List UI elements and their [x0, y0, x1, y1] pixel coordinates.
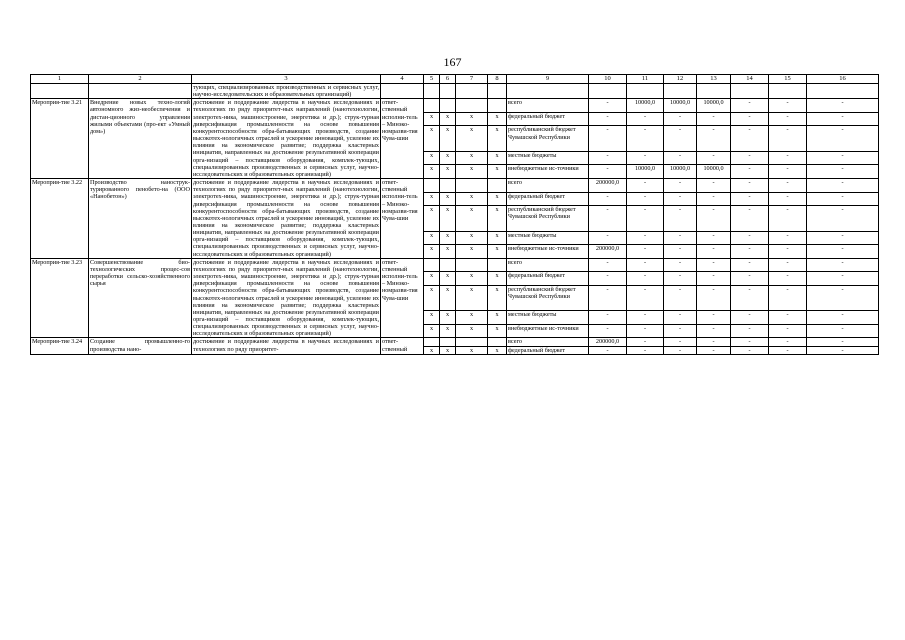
amount-cell: - [697, 112, 731, 126]
amount-cell: - [731, 192, 769, 206]
amount-cell: - [589, 324, 627, 338]
amount-cell: - [807, 99, 879, 113]
amount-cell: - [664, 245, 697, 259]
flag-cell: x [440, 311, 456, 325]
event-executor: ответ-ственный исполни-тель – Минэко-номразви-тия Чува-шии [381, 99, 424, 179]
amount-cell: - [769, 272, 807, 286]
amount-cell: 200000,0 [589, 179, 627, 193]
flag-cell [456, 99, 488, 113]
amount-cell: - [627, 112, 664, 126]
amount-cell: 10000,0 [697, 165, 731, 179]
amount-cell: - [769, 258, 807, 272]
budget-table [30, 74, 879, 355]
event-name: Создание промышленно-го производства нано- [90, 338, 190, 353]
flag-cell [488, 179, 507, 193]
flag-cell: x [440, 324, 456, 338]
amount-cell: - [807, 346, 879, 354]
flag-cell: x [440, 206, 456, 231]
flag-cell: x [440, 165, 456, 179]
amount-cell: - [731, 245, 769, 259]
amount-cell: - [697, 338, 731, 346]
amount-cell: - [664, 311, 697, 325]
event-executor: ответ-ственный исполни-тель – Минэко-номразви-тия Чува-шии [381, 179, 424, 259]
amount-cell: - [697, 192, 731, 206]
flag-cell: x [488, 112, 507, 126]
amount-cell: - [664, 346, 697, 354]
funding-source: местные бюджеты [507, 231, 589, 245]
flag-cell: x [456, 192, 488, 206]
amount-cell: - [627, 346, 664, 354]
amount-cell: - [731, 258, 769, 272]
page-number: 167 [443, 55, 462, 69]
amount-cell: - [589, 206, 627, 231]
amount-cell: - [769, 311, 807, 325]
amount-cell: - [589, 112, 627, 126]
column-header: 1 [31, 75, 89, 84]
column-header: 4 [381, 75, 424, 84]
amount-cell: - [664, 338, 697, 346]
amount-cell: - [589, 258, 627, 272]
flag-cell: x [424, 324, 440, 338]
amount-cell: - [627, 272, 664, 286]
flag-cell [488, 258, 507, 272]
flag-cell: x [440, 192, 456, 206]
flag-cell: x [456, 151, 488, 165]
amount-cell: - [627, 324, 664, 338]
amount-cell: - [807, 245, 879, 259]
funding-source: всего [507, 99, 589, 113]
flag-cell [424, 99, 440, 113]
funding-source: всего [507, 258, 589, 272]
flag-cell: x [424, 192, 440, 206]
amount-cell: - [589, 285, 627, 310]
event-id: Мероприя-тие 3.23 [31, 258, 89, 338]
flag-cell: x [440, 245, 456, 259]
event-id: Мероприя-тие 3.24 [31, 338, 89, 354]
flag-cell: x [456, 324, 488, 338]
amount-cell: - [589, 165, 627, 179]
column-header: 10 [589, 75, 627, 84]
event-id: Мероприя-тие 3.22 [31, 179, 89, 259]
amount-cell: - [589, 272, 627, 286]
amount-cell: - [769, 338, 807, 346]
amount-cell: - [627, 311, 664, 325]
column-header: 9 [507, 75, 589, 84]
amount-cell: - [807, 258, 879, 272]
amount-cell: 10000,0 [664, 99, 697, 113]
flag-cell: x [424, 346, 440, 354]
amount-cell: - [731, 338, 769, 346]
flag-cell [456, 338, 488, 346]
flag-cell [440, 179, 456, 193]
header-row [31, 75, 879, 84]
column-header: 2 [89, 75, 192, 84]
amount-cell: - [589, 126, 627, 151]
flag-cell: x [424, 112, 440, 126]
flag-cell: x [424, 151, 440, 165]
event-name: Совершенствование био-технологических процес-сов переработки сельско-хозяйственного сырья [89, 258, 192, 338]
column-header: 13 [697, 75, 731, 84]
funding-source: республиканский бюджет Чувашской Республики [507, 126, 589, 151]
amount-cell: - [589, 231, 627, 245]
amount-cell: - [731, 112, 769, 126]
flag-cell [424, 258, 440, 272]
amount-cell: - [731, 311, 769, 325]
amount-cell: - [664, 206, 697, 231]
flag-cell: x [424, 272, 440, 286]
event-goal: достижение и поддержание лидерства в научных исследованиях и технологиях по ряду приоритет-ных направлений (нанотехнологии, электротех-ника, машиностроение, энергетика и др.); струк-турная диверсификация промышленности на основе повышения конкурентоспособности обра-батывающих производств, создание высокотех-нологичных отраслей и ускорение инноваций, усиление их влияния на экономическое развитие; поддержка кластерных инициатив, направленных на достижение результативной кооперации орга-низаций – поставщиков оборудования, комплек-тующих, специализированных производственных и сервисных услуг, научно-исследовательских и образовательных организаций) [193, 99, 379, 178]
amount-cell: - [769, 285, 807, 310]
amount-cell: - [697, 324, 731, 338]
amount-cell: - [807, 126, 879, 151]
amount-cell: - [731, 99, 769, 113]
funding-source: всего [507, 338, 589, 346]
flag-cell: x [456, 272, 488, 286]
continuation-row [31, 84, 879, 99]
flag-cell [440, 99, 456, 113]
amount-cell: - [807, 338, 879, 346]
amount-cell: - [627, 245, 664, 259]
column-header: 12 [664, 75, 697, 84]
table-row [31, 338, 879, 346]
flag-cell: x [440, 231, 456, 245]
flag-cell: x [488, 192, 507, 206]
event-executor: ответ-ственный исполни-тель – Минэко-номразви-тия Чува-шии [381, 258, 424, 338]
amount-cell: - [807, 324, 879, 338]
column-header: 6 [440, 75, 456, 84]
amount-cell: - [664, 231, 697, 245]
event-goal: достижение и поддержание лидерства в научных исследованиях и технологиях по ряду приоритет- [193, 338, 379, 353]
flag-cell [440, 258, 456, 272]
amount-cell: - [664, 272, 697, 286]
flag-cell: x [456, 285, 488, 310]
column-header: 3 [192, 75, 381, 84]
funding-source: республиканский бюджет Чувашской Республики [507, 285, 589, 310]
amount-cell: 10000,0 [627, 99, 664, 113]
flag-cell [488, 338, 507, 346]
amount-cell: - [769, 151, 807, 165]
flag-cell [456, 258, 488, 272]
amount-cell: - [627, 338, 664, 346]
flag-cell: x [456, 206, 488, 231]
event-executor: ответ-ственный [381, 338, 424, 354]
funding-source: внебюджетные ис-точники [507, 165, 589, 179]
flag-cell: x [440, 112, 456, 126]
flag-cell: x [488, 285, 507, 310]
amount-cell: - [697, 258, 731, 272]
flag-cell: x [440, 285, 456, 310]
funding-source: федеральный бюджет [507, 112, 589, 126]
amount-cell: - [769, 231, 807, 245]
amount-cell: 10000,0 [697, 99, 731, 113]
flag-cell: x [424, 231, 440, 245]
event-id: Мероприя-тие 3.21 [31, 99, 89, 179]
amount-cell: - [589, 99, 627, 113]
amount-cell: - [664, 112, 697, 126]
flag-cell: x [424, 245, 440, 259]
flag-cell: x [424, 206, 440, 231]
amount-cell: - [807, 272, 879, 286]
amount-cell: - [769, 99, 807, 113]
amount-cell: - [589, 311, 627, 325]
amount-cell: 200000,0 [589, 245, 627, 259]
amount-cell: - [807, 231, 879, 245]
amount-cell: - [769, 346, 807, 354]
flag-cell: x [440, 346, 456, 354]
flag-cell: x [488, 245, 507, 259]
funding-source: местные бюджеты [507, 311, 589, 325]
column-header: 11 [627, 75, 664, 84]
amount-cell: 10000,0 [627, 165, 664, 179]
amount-cell: - [769, 126, 807, 151]
amount-cell: - [807, 311, 879, 325]
flag-cell: x [424, 165, 440, 179]
table-row [31, 99, 879, 113]
amount-cell: - [769, 192, 807, 206]
flag-cell: x [488, 346, 507, 354]
amount-cell: - [731, 206, 769, 231]
flag-cell: x [456, 112, 488, 126]
amount-cell: - [731, 151, 769, 165]
amount-cell: - [769, 245, 807, 259]
amount-cell: - [589, 192, 627, 206]
amount-cell: - [769, 206, 807, 231]
amount-cell: - [627, 192, 664, 206]
amount-cell: - [589, 151, 627, 165]
table-row [31, 258, 879, 272]
amount-cell: - [697, 245, 731, 259]
amount-cell: 200000,0 [589, 338, 627, 346]
amount-cell: - [664, 179, 697, 193]
flag-cell: x [424, 285, 440, 310]
flag-cell [424, 179, 440, 193]
amount-cell: - [807, 206, 879, 231]
amount-cell: - [697, 179, 731, 193]
flag-cell: x [488, 151, 507, 165]
flag-cell: x [456, 126, 488, 151]
amount-cell: - [664, 285, 697, 310]
amount-cell: - [807, 285, 879, 310]
amount-cell: - [697, 231, 731, 245]
amount-cell: - [627, 231, 664, 245]
amount-cell: - [697, 151, 731, 165]
amount-cell: - [769, 324, 807, 338]
flag-cell: x [456, 165, 488, 179]
amount-cell: - [697, 346, 731, 354]
event-name: Производство нанострук-турированного пенобето-на (ООО «Нанобетон») [89, 179, 192, 259]
amount-cell: - [807, 192, 879, 206]
flag-cell: x [456, 346, 488, 354]
amount-cell: - [731, 231, 769, 245]
flag-cell: x [488, 231, 507, 245]
funding-source: федеральный бюджет [507, 192, 589, 206]
flag-cell: x [424, 311, 440, 325]
amount-cell: - [769, 112, 807, 126]
amount-cell: - [697, 285, 731, 310]
event-goal: достижение и поддержание лидерства в научных исследованиях и технологиях по ряду приоритет-ных направлений (нанотехнологии, электротех-ника, машиностроение, энергетика и др.); струк-турная диверсификация промышленности на основе повышения конкурентоспособности обра-батывающих производств, создание высокотех-нологичных отраслей и ускорение инноваций, усиление их влияния на экономическое развитие; поддержка кластерных инициатив, направленных на достижение результативной кооперации орга-низаций – поставщиков оборудования, комплек-тующих, специализированных производственных и сервисных услуг, научно-исследовательских и образовательных организаций) [193, 179, 379, 258]
event-goal: достижение и поддержание лидерства в научных исследованиях и технологиях по ряду приоритет-ных направлений (нанотехнологии, электротех-ника, машиностроение, энергетика и др.); струк-турная диверсификация промышленности на основе повышения конкурентоспособности обра-батывающих производств, создание высокотех-нологичных отраслей и ускорение инноваций, усиление их влияния на экономическое развитие; поддержка кластерных инициатив, направленных на достижение результативной кооперации орга-низаций – поставщиков оборудования, комплек-тующих, специализированных производственных и сервисных услуг, научно-исследовательских и образовательных организаций) [193, 258, 379, 338]
funding-source: всего [507, 179, 589, 193]
flag-cell: x [440, 272, 456, 286]
amount-cell: - [731, 165, 769, 179]
flag-cell [488, 99, 507, 113]
flag-cell: x [456, 245, 488, 259]
funding-source: местные бюджеты [507, 151, 589, 165]
flag-cell: x [456, 231, 488, 245]
flag-cell: x [440, 151, 456, 165]
amount-cell: - [731, 324, 769, 338]
amount-cell: - [731, 285, 769, 310]
funding-source: внебюджетные ис-точники [507, 245, 589, 259]
flag-cell: x [440, 126, 456, 151]
amount-cell: - [627, 179, 664, 193]
amount-cell: - [769, 179, 807, 193]
funding-source: республиканский бюджет Чувашской Республики [507, 206, 589, 231]
funding-source: федеральный бюджет [507, 272, 589, 286]
flag-cell: x [488, 126, 507, 151]
flag-cell [440, 338, 456, 346]
column-header: 7 [456, 75, 488, 84]
amount-cell: - [769, 165, 807, 179]
amount-cell: - [589, 346, 627, 354]
column-header: 15 [769, 75, 807, 84]
column-header: 16 [807, 75, 879, 84]
funding-source: федеральный бюджет [507, 346, 589, 354]
amount-cell: - [697, 272, 731, 286]
amount-cell: - [664, 324, 697, 338]
flag-cell: x [488, 206, 507, 231]
amount-cell: - [664, 126, 697, 151]
amount-cell: - [807, 179, 879, 193]
amount-cell: - [731, 126, 769, 151]
flag-cell: x [488, 311, 507, 325]
amount-cell: - [731, 179, 769, 193]
flag-cell: x [424, 126, 440, 151]
amount-cell: - [627, 285, 664, 310]
column-header: 5 [424, 75, 440, 84]
flag-cell: x [488, 324, 507, 338]
amount-cell: - [807, 151, 879, 165]
amount-cell: - [731, 272, 769, 286]
amount-cell: - [627, 126, 664, 151]
amount-cell: - [627, 206, 664, 231]
flag-cell [424, 338, 440, 346]
column-header: 14 [731, 75, 769, 84]
amount-cell: - [807, 112, 879, 126]
amount-cell: - [664, 151, 697, 165]
flag-cell: x [488, 165, 507, 179]
column-header: 8 [488, 75, 507, 84]
amount-cell: - [697, 206, 731, 231]
table-row [31, 179, 879, 193]
continuation-text: тующих, специализированных производственных и сервисных услуг, научно-исследовательских и образовательных организаций) [193, 84, 379, 99]
amount-cell: - [664, 258, 697, 272]
funding-source: внебюджетные ис-точники [507, 324, 589, 338]
amount-cell: - [731, 346, 769, 354]
amount-cell: - [627, 258, 664, 272]
amount-cell: - [807, 165, 879, 179]
amount-cell: - [697, 126, 731, 151]
amount-cell: - [627, 151, 664, 165]
table-body [31, 75, 879, 355]
flag-cell [456, 179, 488, 193]
amount-cell: - [697, 311, 731, 325]
flag-cell: x [488, 272, 507, 286]
amount-cell: - [664, 192, 697, 206]
amount-cell: 10000,0 [664, 165, 697, 179]
flag-cell: x [456, 311, 488, 325]
event-name: Внедрение новых техно-логий автономного жиз-необеспечения и дистан-ционного управления жилыми объектами (про-ект «Умный дом») [89, 99, 192, 179]
